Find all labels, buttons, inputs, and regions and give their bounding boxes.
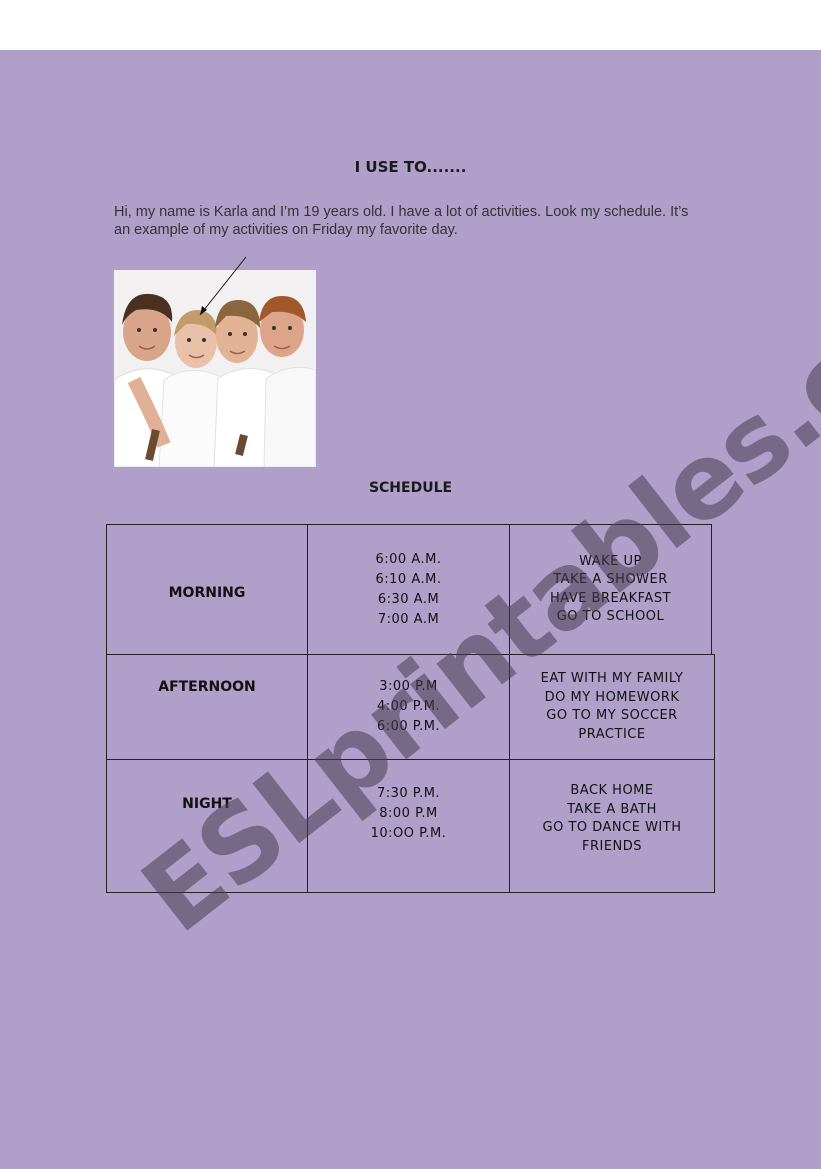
row-label: NIGHT [182, 796, 232, 812]
activity-entry: BACK HOME [570, 783, 654, 798]
intro-paragraph: Hi, my name is Karla and I’m 19 years old. I have a lot of activities. Look my schedule. It’s an example of my activities on Friday my favorite day. [114, 204, 689, 238]
time-entry: 7:00 A.M [377, 611, 440, 627]
schedule-heading: SCHEDULE [368, 480, 453, 496]
row-label: AFTERNOON [158, 679, 256, 695]
time-entry: 10:OO P.M. [370, 826, 447, 841]
activity-entry: HAVE BREAKFAST [549, 590, 672, 606]
time-entry: 4:00 P.M. [376, 699, 441, 714]
row-label-morning [106, 524, 308, 655]
activities-night [509, 759, 715, 893]
time-entry: 3:00 P.M [379, 679, 438, 694]
time-entry: 8:00 P.M [379, 806, 438, 821]
activity-entry: DO MY HOMEWORK [544, 689, 680, 705]
activity-entry: TAKE A SHOWER [553, 572, 668, 587]
activity-entry: FRIENDS [581, 838, 643, 854]
page-title: I USE TO....... [354, 158, 467, 176]
activity-entry: EAT WITH MY FAMILY [540, 671, 684, 686]
time-entry: 6:00 P.M. [376, 719, 441, 734]
activity-entry: PRACTICE [578, 726, 646, 742]
row-label: MORNING [168, 584, 246, 601]
activity-entry: WAKE UP [579, 553, 642, 569]
activity-entry: GO TO DANCE WITH [542, 820, 682, 835]
activity-entry: GO TO MY SOCCER [546, 708, 678, 723]
time-entry: 6:00 A.M. [375, 551, 442, 567]
time-entry: 7:30 P.M. [376, 786, 441, 801]
activity-entry: GO TO SCHOOL [556, 609, 665, 624]
time-entry: 6:30 A.M [377, 591, 440, 607]
time-entry: 6:10 A.M. [375, 571, 442, 587]
activity-entry: TAKE A BATH [567, 801, 657, 817]
pointer-arrow [190, 255, 260, 330]
